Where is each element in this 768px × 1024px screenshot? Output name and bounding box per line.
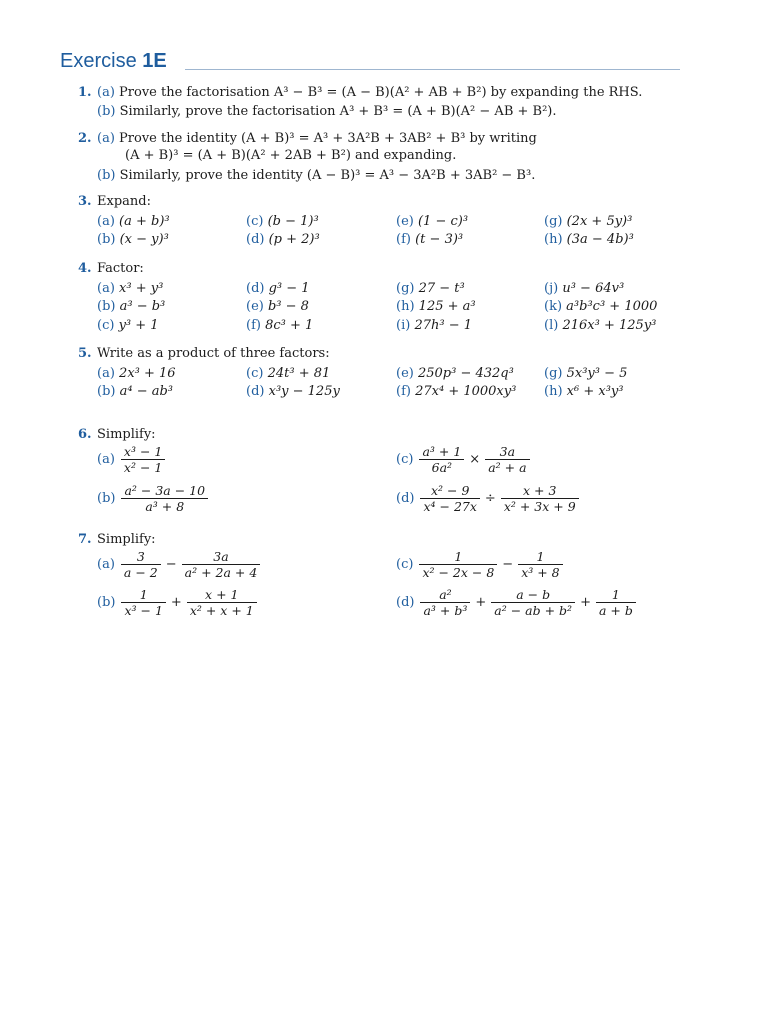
list-item: (g) 5x³y³ − 5	[544, 366, 628, 381]
fraction	[121, 549, 161, 580]
part-label: (a)	[97, 85, 115, 100]
part-b	[97, 167, 535, 184]
part-label: (c)	[396, 452, 414, 467]
question-number: 4.	[78, 261, 92, 276]
denominator: a³ + 8	[145, 499, 185, 514]
part-d	[396, 587, 638, 618]
part-text: Similarly, prove the factorisation A³ + B³ = (A + B)(A² − AB + B²).	[119, 104, 557, 119]
list-item: (b) a⁴ − ab³	[97, 384, 174, 399]
denominator: x² + 3x + 9	[503, 499, 576, 514]
part-label: (b)	[97, 595, 116, 610]
part-label: (b)	[97, 491, 116, 506]
list-item: (e) b³ − 8	[246, 299, 309, 314]
part-text: Similarly, prove the identity (A − B)³ = A³ − 3A²B + 3AB² − B³.	[119, 168, 536, 183]
numerator: x² − 9	[420, 483, 479, 499]
question-5	[78, 345, 688, 405]
list-item: (l) 216x³ + 125y³	[544, 318, 657, 333]
list-item: (f) 27x⁴ + 1000xy³	[396, 384, 517, 399]
part-d	[396, 483, 581, 514]
fraction	[501, 483, 579, 514]
question-2	[78, 130, 688, 184]
part-label: (a)	[97, 131, 115, 146]
list-item: (c) (b − 1)³	[246, 214, 319, 229]
fraction	[491, 587, 575, 618]
question-number: 7.	[78, 532, 92, 547]
question-number: 5.	[78, 346, 92, 361]
operator: ÷	[484, 491, 496, 506]
operator: ×	[469, 452, 481, 467]
denominator: x² + x + 1	[189, 603, 254, 618]
part-text: Prove the factorisation A³ − B³ = (A − B)(A² + AB + B²) by expanding the RHS.	[119, 85, 643, 100]
denominator: a² + a	[488, 460, 527, 475]
denominator: a − 2	[123, 565, 158, 580]
numerator: a²	[420, 587, 470, 603]
list-item: (h) (3a − 4b)³	[544, 232, 634, 247]
fraction	[182, 549, 261, 580]
fraction	[187, 587, 257, 618]
fraction	[419, 444, 464, 475]
fraction	[420, 587, 470, 618]
question-7	[78, 531, 688, 631]
numerator: x + 1	[187, 587, 257, 603]
fraction	[121, 587, 165, 618]
question-3	[78, 193, 688, 253]
denominator: x⁴ − 27x	[423, 499, 477, 514]
part-label: (a)	[97, 452, 115, 467]
question-number: 6.	[78, 427, 92, 442]
question-4	[78, 260, 688, 338]
question-number: 1.	[78, 85, 92, 100]
denominator: x³ + 8	[521, 565, 560, 580]
list-item: (f) (t − 3)³	[396, 232, 464, 247]
fraction	[596, 587, 636, 618]
part-label: (d)	[396, 491, 415, 506]
part-c	[396, 549, 565, 580]
numerator: 1	[419, 549, 497, 565]
numerator: a³ + 1	[419, 444, 464, 460]
list-item: (k) a³b³c³ + 1000	[544, 299, 658, 314]
exercise-header	[60, 50, 680, 78]
numerator: 1	[121, 587, 165, 603]
operator: −	[502, 557, 514, 572]
operator: +	[170, 595, 182, 610]
header-rule	[185, 69, 680, 70]
operator: +	[580, 595, 591, 610]
exercise-title: Exercise 1E	[60, 50, 167, 72]
part-b	[97, 103, 557, 120]
question-1	[78, 84, 688, 120]
list-item: (a) x³ + y³	[97, 281, 164, 296]
part-c	[396, 444, 532, 475]
denominator: x² − 1	[123, 460, 163, 475]
part-text: Prove the identity (A + B)³ = A³ + 3A²B + 3AB² + B³ by writing	[119, 131, 537, 146]
question-6	[78, 426, 688, 524]
part-a	[97, 549, 262, 580]
part-a	[97, 130, 537, 147]
denominator: a³ + b³	[423, 603, 468, 618]
numerator: x + 3	[501, 483, 579, 499]
numerator: a² − 3a − 10	[121, 483, 208, 499]
operator: −	[165, 557, 177, 572]
operator: +	[475, 595, 487, 610]
list-item: (i) 27h³ − 1	[396, 318, 473, 333]
numerator: 3a	[485, 444, 529, 460]
list-item: (a) (a + b)³	[97, 214, 170, 229]
question-heading: Expand:	[97, 194, 151, 209]
fraction	[518, 549, 562, 580]
part-label: (a)	[97, 557, 115, 572]
part-label: (b)	[97, 168, 116, 183]
question-heading: Simplify:	[97, 427, 156, 442]
list-item: (b) a³ − b³	[97, 299, 166, 314]
list-item: (f) 8c³ + 1	[246, 318, 314, 333]
list-item: (h) x⁶ + x³y³	[544, 384, 624, 399]
part-b	[97, 483, 210, 514]
list-item: (d) g³ − 1	[246, 281, 310, 296]
list-item: (e) 250p³ − 432q³	[396, 366, 514, 381]
question-heading: Simplify:	[97, 532, 156, 547]
fraction	[485, 444, 529, 475]
question-number: 3.	[78, 194, 92, 209]
list-item: (c) 24t³ + 81	[246, 366, 331, 381]
list-item: (a) 2x³ + 16	[97, 366, 176, 381]
numerator: 3	[121, 549, 161, 565]
question-heading: Write as a product of three factors:	[97, 346, 330, 361]
list-item: (j) u³ − 64v³	[544, 281, 625, 296]
part-a	[97, 84, 642, 101]
part-label: (d)	[396, 595, 415, 610]
part-label: (b)	[97, 104, 116, 119]
numerator: 1	[518, 549, 562, 565]
list-item: (h) 125 + a³	[396, 299, 476, 314]
numerator: a − b	[491, 587, 575, 603]
denominator: a² + 2a + 4	[184, 565, 258, 580]
list-item: (e) (1 − c)³	[396, 214, 469, 229]
denominator: x² − 2x − 8	[422, 565, 495, 580]
fraction	[121, 444, 165, 475]
question-number: 2.	[78, 131, 92, 146]
denominator: 6a²	[431, 460, 453, 475]
part-a	[97, 444, 167, 475]
part-b	[97, 587, 259, 618]
list-item: (c) y³ + 1	[97, 318, 159, 333]
numerator: 3a	[182, 549, 261, 565]
part-label: (c)	[396, 557, 414, 572]
fraction	[419, 549, 497, 580]
denominator: a + b	[598, 603, 633, 618]
fraction	[420, 483, 479, 514]
numerator: x³ − 1	[121, 444, 165, 460]
part-a-continuation: (A + B)³ = (A + B)(A² + 2AB + B²) and expanding.	[125, 148, 457, 163]
numerator: 1	[596, 587, 636, 603]
denominator: a² − ab + b²	[494, 603, 573, 618]
list-item: (d) x³y − 125y	[246, 384, 340, 399]
denominator: x³ − 1	[124, 603, 163, 618]
list-item: (b) (x − y)³	[97, 232, 169, 247]
exercise-number: 1E	[142, 50, 167, 72]
list-item: (g) (2x + 5y)³	[544, 214, 633, 229]
list-item: (g) 27 − t³	[396, 281, 465, 296]
question-heading: Factor:	[97, 261, 144, 276]
fraction	[121, 483, 208, 514]
list-item: (d) (p + 2)³	[246, 232, 320, 247]
